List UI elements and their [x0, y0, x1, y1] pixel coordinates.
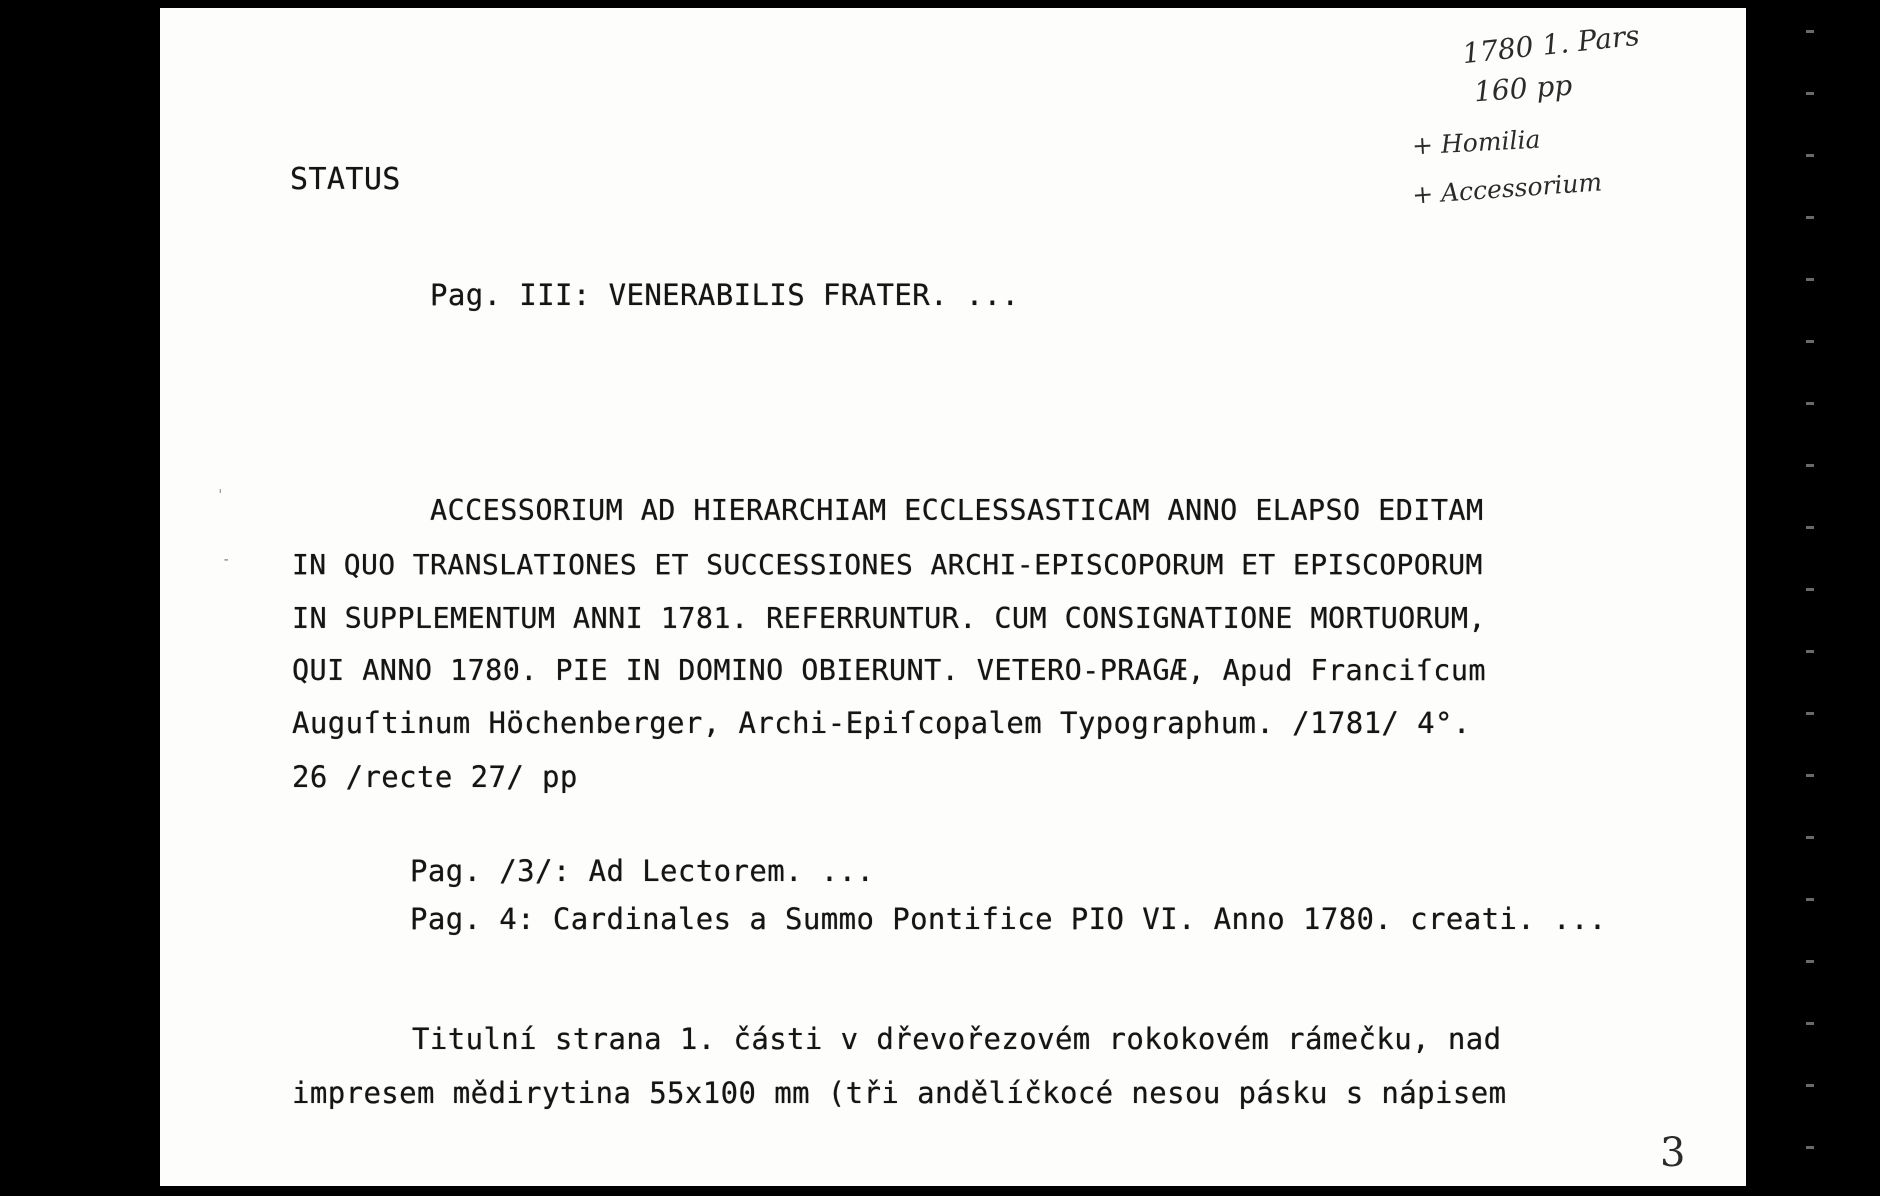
index-card	[160, 8, 1746, 1186]
page-number: 3	[1660, 1130, 1686, 1176]
handwritten-line-4: + Accessorium	[1411, 167, 1603, 210]
entry-pag-iii: Pag. III: VENERABILIS FRATER. ...	[430, 278, 1020, 312]
accessorium-line: IN QUO TRANSLATIONES ET SUCCESSIONES ARCHI-EPISCOPORUM ET EPISCOPORUM	[292, 548, 1483, 581]
handwritten-line-3: + Homilia	[1411, 124, 1542, 161]
accessorium-line: Auguſtinum Höchenberger, Archi-Epiſcopalem Typographum. /1781/ 4°.	[292, 706, 1471, 740]
accessorium-line: ACCESSORIUM AD HIERARCHIAM ECCLESSASTICAM ANNO ELAPSO EDITAM	[430, 494, 1484, 527]
note-line: impresem mědirytina 55x100 mm (tři andělíčkocé nesou pásku s nápisem	[292, 1076, 1507, 1110]
accessorium-line: 26 /recte 27/ pp	[292, 760, 578, 794]
status-heading: STATUS	[290, 162, 401, 197]
margin-mark: ˈ	[216, 488, 225, 504]
handwritten-line-2: 160 pp	[1472, 68, 1574, 109]
note-line: Titulní strana 1. části v dřevořezovém rokokovém rámečku, nad	[412, 1022, 1502, 1056]
accessorium-line: IN SUPPLEMENTUM ANNI 1781. REFERRUNTUR. CUM CONSIGNATIONE MORTUORUM,	[292, 602, 1486, 635]
margin-mark: -	[222, 552, 231, 568]
accessorium-line: QUI ANNO 1780. PIE IN DOMINO OBIERUNT. VETERO-PRAGÆ, Apud Franciſcum	[292, 654, 1486, 687]
page-entry: Pag. 4: Cardinales a Summo Pontifice PIO VI. Anno 1780. creati. ...	[410, 902, 1607, 936]
handwritten-line-1: 1780 1. Pars	[1460, 18, 1642, 71]
page-entry: Pag. /3/: Ad Lectorem. ...	[410, 854, 875, 888]
